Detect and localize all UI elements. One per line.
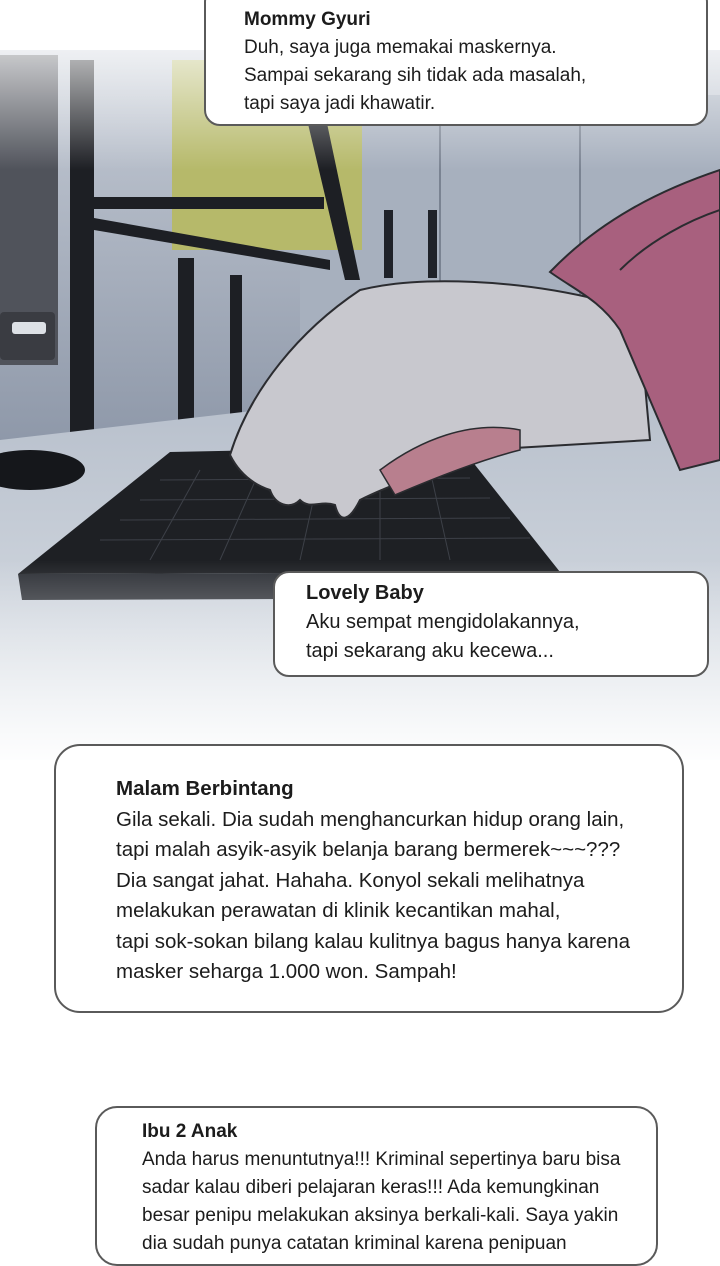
comment-text-line: tapi sok-sokan bilang kalau kulitnya bagus hanya karena: [116, 929, 630, 953]
comment-text-line: sadar kalau diberi pelajaran keras!!! Ada kemungkinan: [142, 1177, 600, 1198]
comment-username: Lovely Baby: [306, 582, 424, 604]
comment-text-line: Aku sempat mengidolakannya,: [306, 611, 580, 633]
comment-text-line: Duh, saya juga memakai maskernya.: [244, 37, 557, 58]
comment-text-line: Dia sangat jahat. Hahaha. Konyol sekali melihatnya: [116, 868, 585, 892]
comment-text-line: Anda harus menuntutnya!!! Kriminal sepertinya baru bisa: [142, 1149, 621, 1170]
comment-bubble-malam-berbintang: [54, 744, 684, 1013]
comment-bubble-lovely-baby: [273, 571, 709, 677]
comment-username: Ibu 2 Anak: [142, 1121, 238, 1142]
comment-text-line: Gila sekali. Dia sudah menghancurkan hidup orang lain,: [116, 807, 625, 831]
comment-bubble-ibu-2-anak: [95, 1106, 658, 1266]
comment-text-line: Sampai sekarang sih tidak ada masalah,: [244, 65, 587, 86]
comment-username: Malam Berbintang: [116, 777, 294, 800]
comment-text-line: tapi saya jadi khawatir.: [244, 93, 436, 114]
comment-bubble-mommy-gyuri: [204, 0, 708, 126]
comment-text-line: dia sudah punya catatan kriminal karena penipuan: [142, 1233, 567, 1254]
comment-text-line: tapi malah asyik-asyik belanja barang bermerek~~~???: [116, 838, 621, 861]
comment-text-line: melakukan perawatan di klinik kecantikan mahal,: [116, 899, 561, 922]
comment-text-line: tapi sekarang aku kecewa...: [306, 640, 554, 662]
comment-text-line: besar penipu melakukan aksinya berkali-kali. Saya yakin: [142, 1205, 619, 1226]
comment-username: Mommy Gyuri: [244, 9, 371, 30]
comment-text-line: masker seharga 1.000 won. Sampah!: [116, 960, 457, 983]
